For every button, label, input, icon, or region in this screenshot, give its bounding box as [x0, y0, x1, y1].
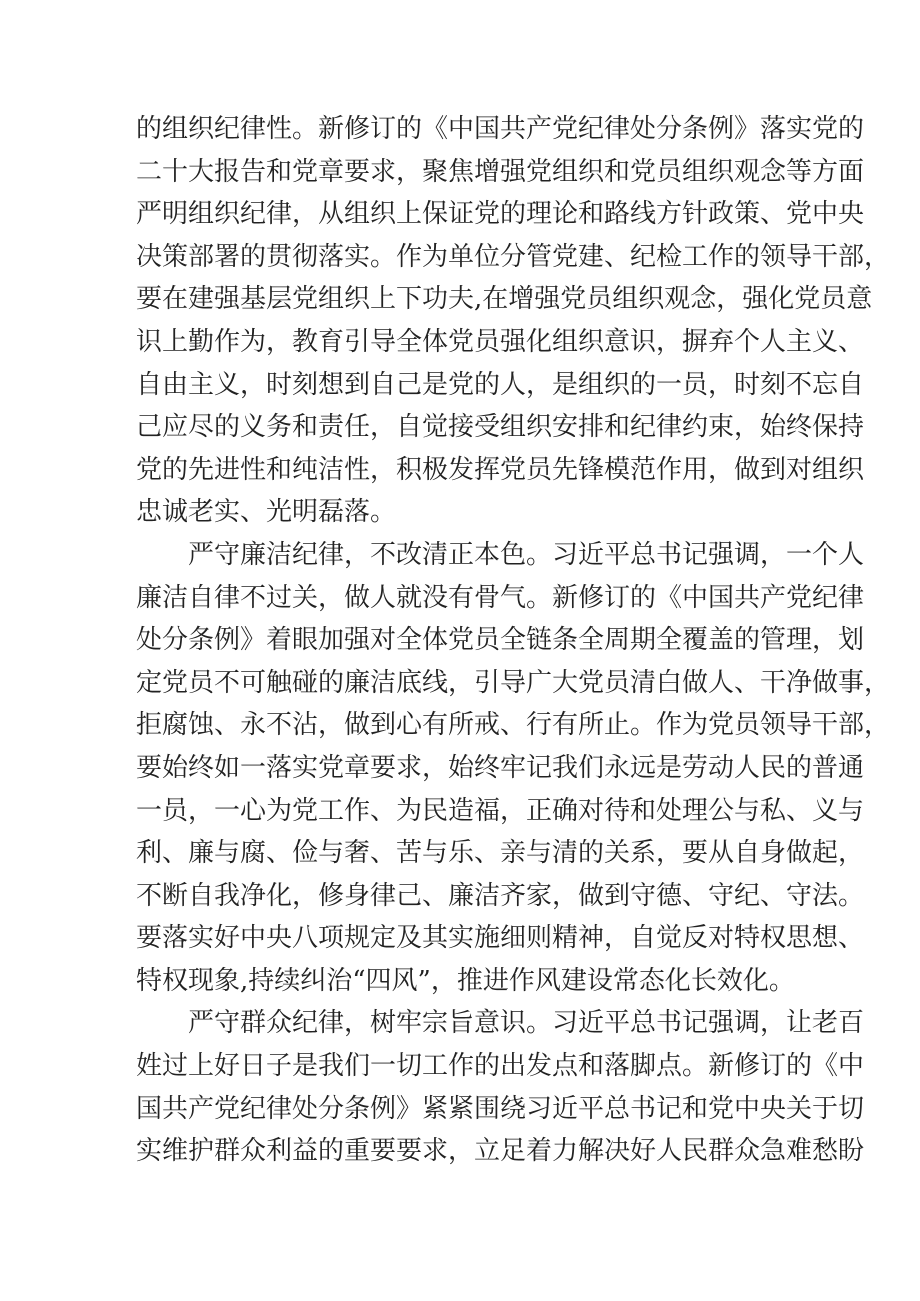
text-line: 己应尽的义务和责任，自觉接受组织安排和纪律约束，始终保持	[136, 412, 865, 443]
text-line: 姓过上好日子是我们一切工作的出发点和落脚点。新修订的《中	[136, 1051, 865, 1082]
text-line: 识上勤作为，教育引导全体党员强化组织意识，摒弃个人主义、	[136, 326, 865, 357]
text-line: 一员，一心为党工作、为民造福，正确对待和处理公与私、义与	[136, 795, 865, 826]
text-line: 特权现象,持续纠治“四风”，推进作风建设常态化长效化。	[136, 965, 795, 996]
paragraph	[136, 534, 891, 1003]
text-line: 严守群众纪律，树牢宗旨意识。习近平总书记强调，让老百	[188, 1008, 865, 1039]
paragraph	[136, 1002, 865, 1172]
text-line: 严明组织纪律，从组织上保证党的理论和路线方针政策、党中央	[136, 199, 865, 230]
text-line: 忠诚老实、光明磊落。	[136, 497, 397, 528]
text-line: 决策部署的贯彻落实。作为单位分管党建、纪检工作的领导干部，	[136, 241, 891, 272]
text-line: 廉洁自律不过关，做人就没有骨气。新修订的《中国共产党纪律	[136, 582, 865, 613]
text-line: 二十大报告和党章要求，聚焦增强党组织和党员组织观念等方面	[136, 156, 865, 187]
text-line: 要落实好中央八项规定及其实施细则精神，自觉反对特权思想、	[136, 923, 865, 954]
text-line: 不断自我净化，修身律己、廉洁齐家，做到守德、守纪、守法。	[136, 880, 865, 911]
text-line: 定党员不可触碰的廉洁底线，引导广大党员清白做人、干净做事，	[136, 667, 891, 698]
text-line: 利、廉与腐、俭与奢、苦与乐、亲与清的关系，要从自身做起，	[136, 838, 865, 869]
text-line: 国共产党纪律处分条例》紧紧围绕习近平总书记和党中央关于切	[136, 1093, 865, 1124]
text-line: 实维护群众利益的重要要求，立足着力解决好人民群众急难愁盼	[136, 1136, 865, 1167]
text-line: 的组织纪律性。新修订的《中国共产党纪律处分条例》落实党的	[136, 114, 865, 144]
text-line: 要始终如一落实党章要求，始终牢记我们永远是劳动人民的普通	[136, 752, 865, 783]
paragraph	[136, 108, 891, 534]
text-line: 处分条例》着眼加强对全体党员全链条全周期全覆盖的管理，划	[136, 625, 865, 656]
text-line: 拒腐蚀、永不沾，做到心有所戒、行有所止。作为党员领导干部，	[136, 710, 891, 741]
text-line: 要在建强基层党组织上下功夫,在增强党员组织观念，强化党员意	[136, 284, 873, 315]
text-line: 严守廉洁纪律，不改清正本色。习近平总书记强调，一个人	[188, 539, 865, 570]
document-body	[136, 108, 891, 1173]
text-line: 自由主义，时刻想到自己是党的人，是组织的一员，时刻不忘自	[136, 369, 865, 400]
text-line: 党的先进性和纯洁性，积极发挥党员先锋模范作用，做到对组织	[136, 454, 865, 485]
